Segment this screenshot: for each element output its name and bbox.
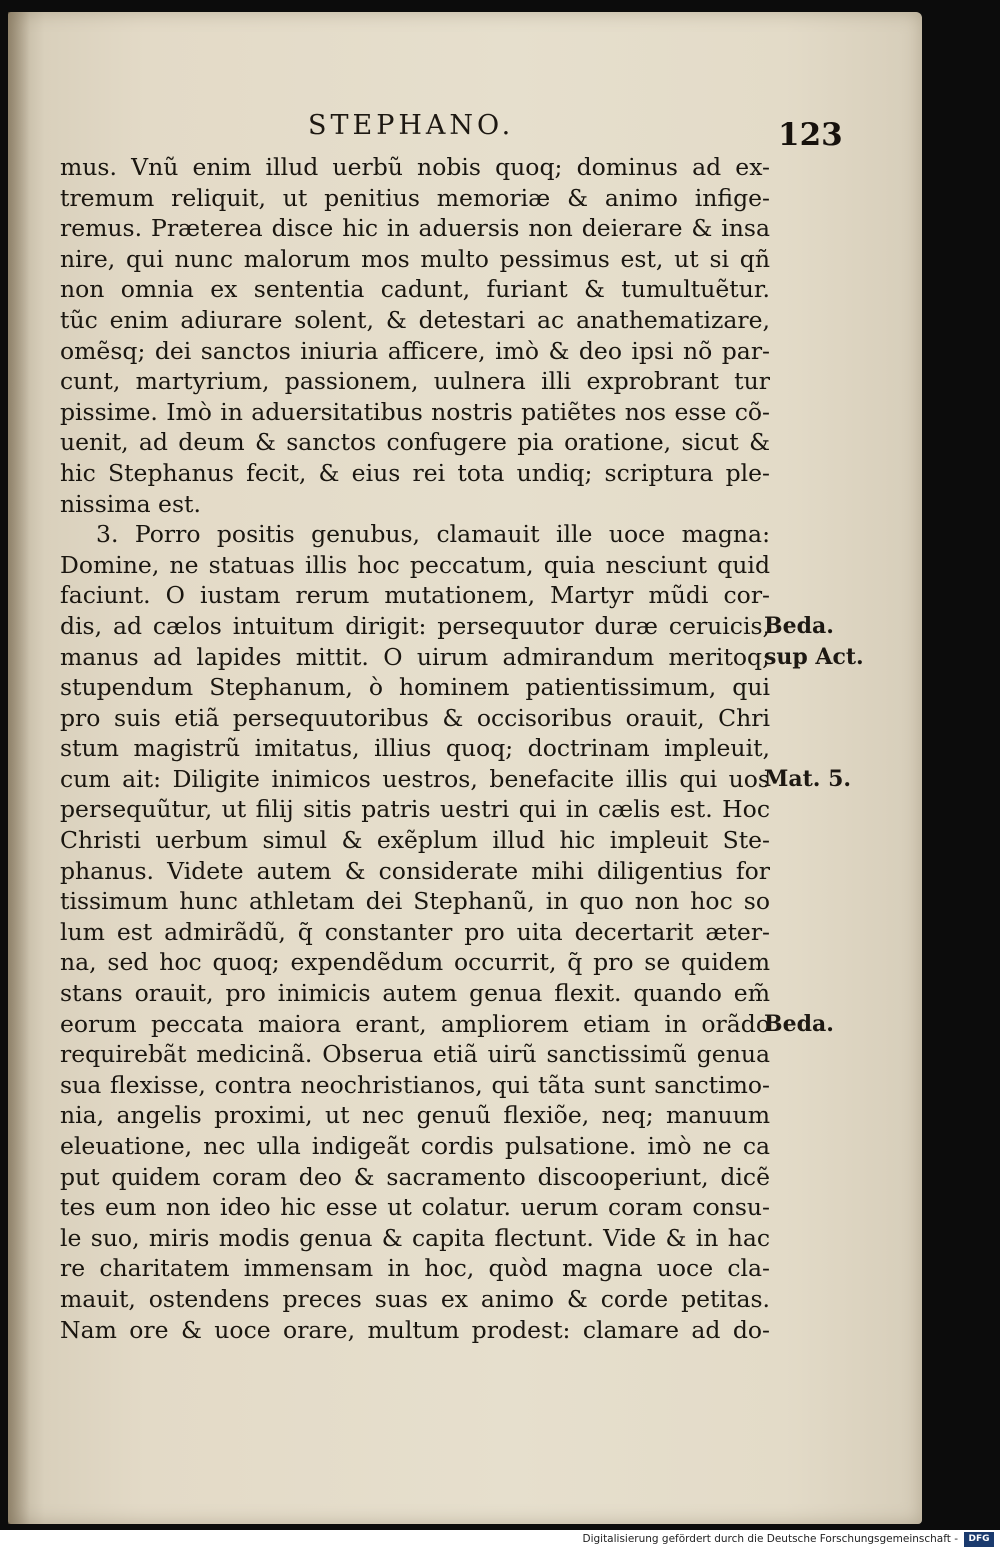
text-line: tissimum hunc athletam dei Stephanũ, in quo non hoc so — [60, 887, 770, 916]
text-line: uenit, ad deum & sanctos confugere pia oratione, sicut & — [60, 428, 770, 457]
text-line: stans orauit, pro inimicis autem genua flexit. quando em̃ — [60, 979, 770, 1008]
text-line: faciunt. O iustam rerum mutationem, Martyr mũdi cor- — [60, 581, 770, 610]
text-line: eorum peccata maiora erant, ampliorem etiam in orãdo — [60, 1009, 770, 1038]
text-line: lum est admirãdũ, q̃ constanter pro uita decertarit æter- — [60, 917, 770, 946]
text-line: requirebãt medicinã. Obserua etiã uirũ sanctissimũ genua — [60, 1040, 770, 1069]
text-line: non omnia ex sententia cadunt, furiant & tumultuẽtur. — [60, 275, 770, 304]
text-line: omẽsq; dei sanctos iniuria afficere, imò & deo ipsi nõ par- — [60, 336, 770, 365]
text-line: re charitatem immensam in hoc, quòd magna uoce cla- — [60, 1254, 770, 1283]
text-line: Nam ore & uoce orare, multum prodest: clamare ad do- — [60, 1315, 770, 1344]
text-line: put quidem coram deo & sacramento discooperiunt, dicẽ — [60, 1162, 770, 1191]
text-line: eleuatione, nec ulla indigeãt cordis pulsatione. imò ne ca — [60, 1132, 770, 1160]
text-line: pro suis etiã persequutoribus & occisoribus orauit, Chri — [60, 703, 770, 732]
marginal-note: Beda. — [764, 613, 834, 639]
text-line: stupendum Stephanum, ò hominem patientissimum, qui — [60, 673, 770, 702]
digitization-footer — [0, 1530, 1000, 1550]
dfg-logo: DFG — [964, 1532, 994, 1547]
text-line: nire, qui nunc malorum mos multo pessimus est, ut si qñ — [60, 244, 770, 273]
text-line: tremum reliquit, ut penitius memoriæ & animo infige- — [60, 183, 770, 212]
text-line: Christi uerbum simul & exẽplum illud hic impleuit Ste- — [60, 826, 770, 855]
text-line: persequũtur, ut filij sitis patris uestri qui in cælis est. Hoc — [60, 795, 770, 824]
text-line: remus. Præterea disce hic in aduersis non deierare & insa — [60, 214, 770, 243]
marginal-note: Mat. 5. — [764, 766, 852, 792]
text-line: sua flexisse, contra neochristianos, qui tãta sunt sanctimo- — [60, 1070, 770, 1099]
page-gutter-shadow — [8, 12, 30, 1524]
text-line: nia, angelis proximi, ut nec genuũ flexiõe, neq; manuum — [60, 1101, 770, 1130]
body-text — [60, 152, 770, 1345]
text-line: mus. Vnũ enim illud uerbũ nobis quoq; dominus ad ex- — [60, 153, 770, 181]
text-line: nissima est. — [60, 489, 201, 518]
running-head: STEPHANO. — [308, 110, 515, 141]
text-line: cum ait: Diligite inimicos uestros, benefacite illis qui uos — [60, 764, 770, 793]
text-line: manus ad lapides mittit. O uirum admirandum meritoq; — [60, 642, 770, 671]
text-line: mauit, ostendens preces suas ex animo & corde petitas. — [60, 1284, 770, 1313]
page-number: 123 — [778, 117, 843, 153]
marginal-note: sup Act. — [764, 643, 864, 670]
text-line: stum magistrũ imitatus, illius quoq; doctrinam impleuit, — [60, 734, 770, 763]
text-line: hic Stephanus fecit, & eius rei tota undiq; scriptura ple- — [60, 458, 770, 487]
text-line: tes eum non ideo hic esse ut colatur. uerum coram consu- — [60, 1193, 770, 1222]
text-line: pissime. Imò in aduersitatibus nostris patiẽtes nos esse cõ- — [60, 397, 770, 426]
marginal-note: Beda. — [764, 1010, 834, 1037]
text-line: le suo, miris modis genua & capita flectunt. Vide & in hac — [60, 1223, 770, 1252]
text-line: tũc enim adiurare solent, & detestari ac anathematizare, — [60, 305, 770, 334]
funding-credit: Digitalisierung gefördert durch die Deutsche Forschungsgemeinschaft - — [582, 1533, 958, 1545]
text-line: Domine, ne statuas illis hoc peccatum, quia nesciunt quid — [60, 550, 770, 579]
text-line: na, sed hoc quoq; expendẽdum occurrit, q̃ pro se quidem — [60, 948, 770, 977]
book-page — [8, 12, 922, 1524]
text-line: 3. Porro positis genubus, clamauit ille uoce magna: — [96, 520, 770, 549]
text-line: cunt, martyrium, passionem, uulnera illi exprobrant tur — [60, 367, 770, 396]
text-line: dis, ad cælos intuitum dirigit: persequutor duræ ceruicis, — [60, 611, 770, 640]
text-line: phanus. Videte autem & considerate mihi diligentius for — [60, 856, 770, 885]
